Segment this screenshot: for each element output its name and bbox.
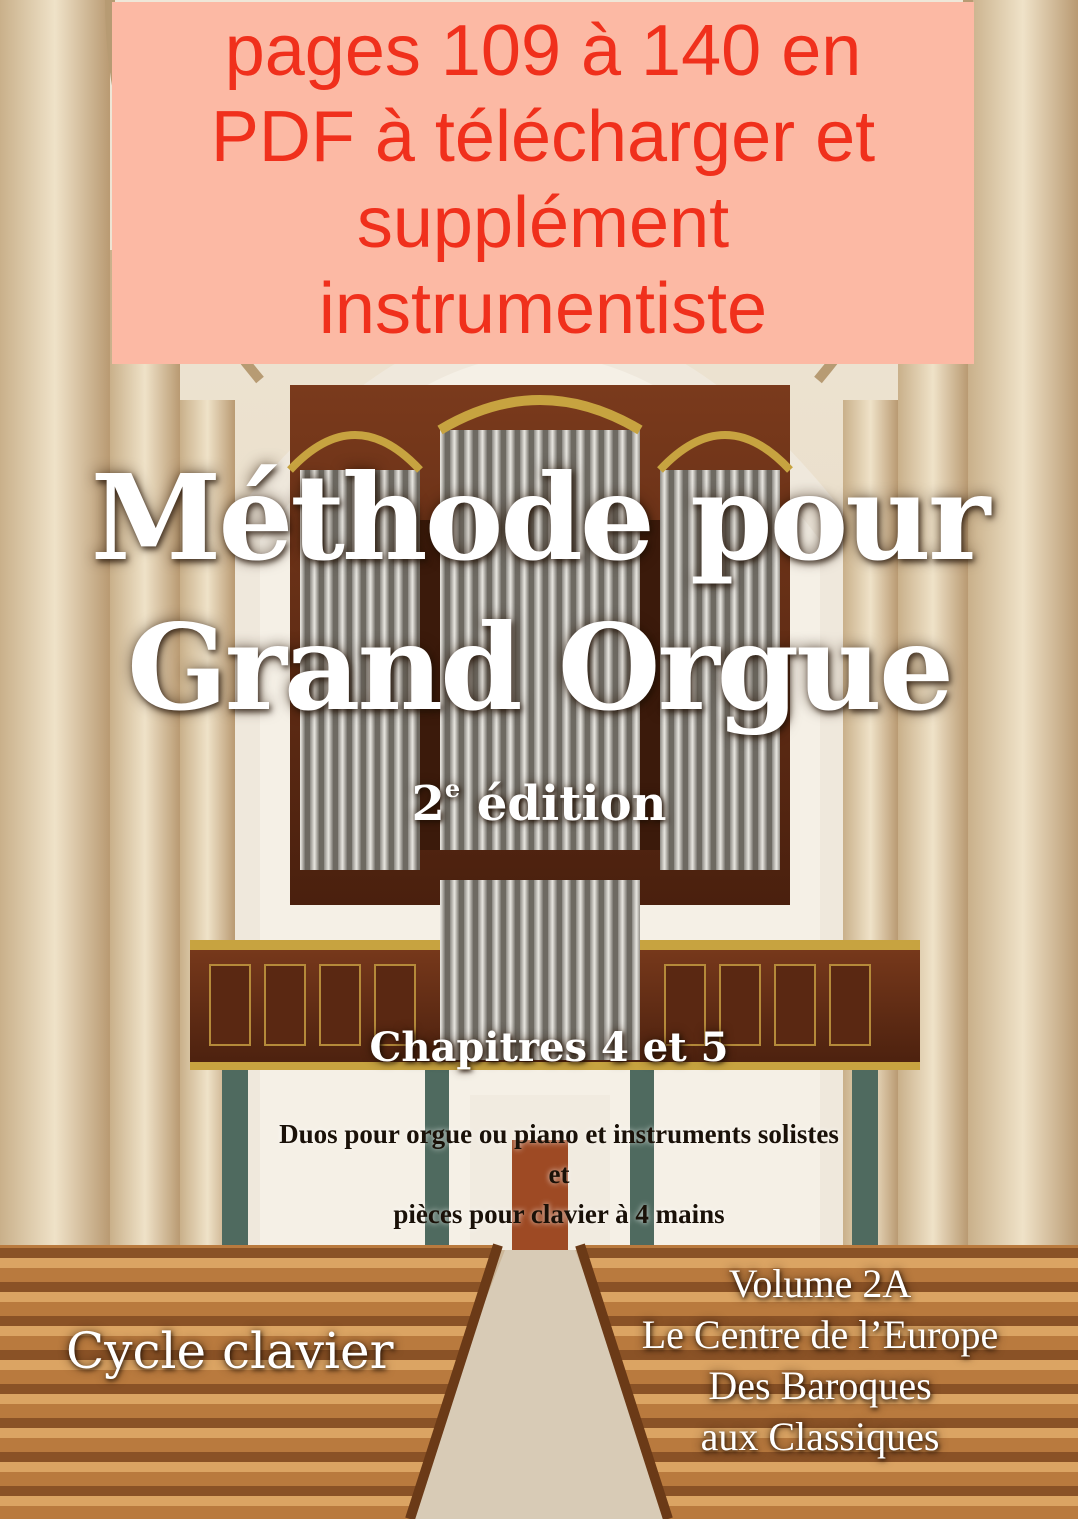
cycle-label: Cycle clavier bbox=[66, 1322, 394, 1380]
volume-info bbox=[610, 1258, 1030, 1462]
volume-line: Le Centre de l’Europe bbox=[641, 1312, 999, 1357]
subtitle-line: pièces pour clavier à 4 mains bbox=[393, 1199, 725, 1229]
volume-line: aux Classiques bbox=[700, 1414, 940, 1459]
edition-label bbox=[0, 776, 1078, 832]
book-title-line-1: Méthode pour bbox=[90, 448, 988, 587]
edition-number: 2 bbox=[411, 776, 445, 832]
subtitle-line: et bbox=[548, 1159, 570, 1189]
banner-line: supplément bbox=[356, 183, 730, 263]
download-banner bbox=[112, 2, 974, 364]
edition-word: édition bbox=[476, 776, 667, 832]
book-title-line-2: Grand Orgue bbox=[126, 598, 952, 737]
banner-line: pages 109 à 140 en bbox=[224, 11, 862, 91]
subtitle-block bbox=[0, 1114, 1078, 1234]
banner-line: PDF à télécharger et bbox=[210, 97, 876, 177]
banner-line: instrumentiste bbox=[318, 269, 768, 349]
subtitle-line: Duos pour orgue ou piano et instruments solistes bbox=[279, 1119, 839, 1149]
volume-line: Des Baroques bbox=[708, 1363, 932, 1408]
edition-superscript: e bbox=[444, 774, 461, 803]
chapters-heading: Chapitres 4 et 5 bbox=[369, 1024, 729, 1071]
volume-line: Volume 2A bbox=[728, 1261, 912, 1306]
